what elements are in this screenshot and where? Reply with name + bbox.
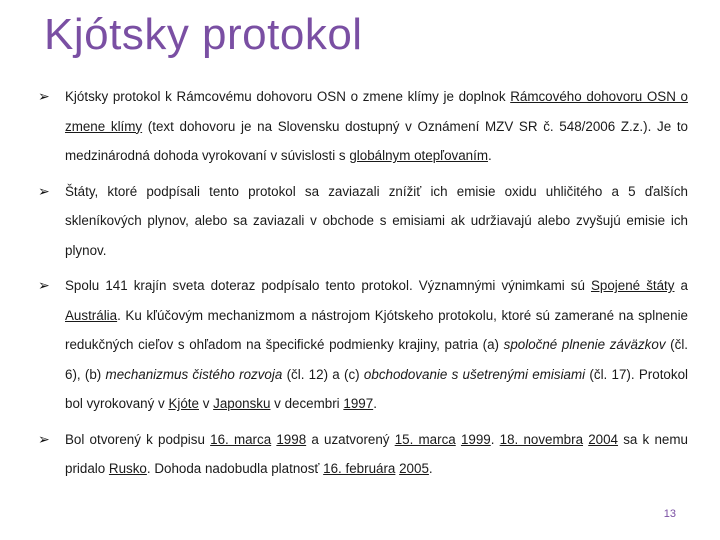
link[interactable]: 2005 — [399, 461, 429, 476]
text-run: (čl. 6), (b) — [65, 337, 689, 382]
text-run: Bol otvorený k podpisu — [65, 431, 211, 447]
link[interactable]: Austrália — [65, 307, 118, 323]
link[interactable]: Rámcového dohovoru OSN o zmene klímy — [65, 89, 688, 134]
text-run: . Dohoda nadobudla platnosť — [146, 461, 324, 476]
arrowhead-bullet-icon: ➢ — [38, 430, 50, 447]
bullet-item — [38, 82, 688, 171]
text-run: . Ku kľúčovým mechanizmom a nástrojom Kjótskeho protokolu, ktoré sú zamerané na splnenie redukčných cieľov s ohľadom na špecifické podmienky krajiny, patria (a) — [65, 307, 688, 352]
text-run: Spolu 141 krajín sveta doteraz podpísalo tento protokol. Významnými výnimkami sú — [65, 278, 591, 293]
emphasis-text: spoločné plnenie záväzkov — [503, 337, 666, 352]
link[interactable]: 1997 — [343, 396, 374, 411]
arrowhead-bullet-icon: ➢ — [38, 88, 50, 104]
bullet-item — [38, 177, 688, 266]
link[interactable]: 1998 — [276, 431, 307, 447]
emphasis-text: obchodovanie s ušetrenými emisiami — [363, 366, 586, 382]
arrowhead-bullet-icon: ➢ — [38, 277, 50, 293]
text-run: Štáty, ktoré podpísali tento protokol sa zaviazali znížiť ich emisie oxidu uhličitého a 5 ďalších skleníkových plynov, alebo sa zaviazali v obchode s emisiami ak udržiavajú alebo zvyšujú emisie ich plynov. — [65, 183, 688, 258]
text-run: . — [428, 461, 433, 476]
text-run: sa k nemu pridalo — [65, 431, 688, 476]
text-run: . — [373, 396, 377, 411]
text-run: . — [490, 431, 500, 447]
text-run: v — [198, 396, 214, 411]
link[interactable]: Spojené štáty — [590, 278, 675, 293]
link[interactable]: 16. marca — [210, 431, 272, 447]
emphasis-text: mechanizmus čistého rozvoja — [105, 366, 283, 382]
text-run: a uzatvorený — [306, 431, 395, 447]
page-number: 13 — [663, 508, 676, 520]
link[interactable]: 18. novembra — [499, 431, 584, 447]
text-run: (text dohovoru je na Slovensku dostupný v Oznámení MZV SR č. 548/2006 Z.z.). Je to medzinárodná dohoda vyrokovaní v súvislosti s — [65, 118, 688, 163]
link[interactable]: 16. februára — [323, 461, 396, 476]
arrowhead-bullet-icon: ➢ — [38, 182, 50, 199]
link[interactable]: Kjóte — [168, 396, 199, 411]
text-run: v decembri — [270, 396, 344, 411]
link[interactable]: Rusko — [108, 461, 147, 476]
link[interactable]: 2004 — [588, 431, 619, 447]
text-run: (čl. 12) a (c) — [282, 366, 364, 382]
bullet-text — [65, 271, 688, 419]
text-run: (čl. 17). Protokol bol vyrokovaný v — [65, 366, 688, 411]
bullet-text — [65, 82, 688, 171]
bullet-item — [38, 271, 688, 419]
bullet-text — [65, 425, 688, 484]
link[interactable]: globálnym otepľovaním — [349, 148, 488, 163]
slide-title: Kjótsky protokol — [44, 10, 363, 59]
link[interactable]: Japonsku — [213, 396, 271, 411]
bullet-list — [38, 82, 688, 490]
link[interactable]: 15. marca — [394, 431, 456, 447]
bullet-text — [65, 177, 688, 266]
text-run: a — [674, 278, 688, 293]
text-run: . — [487, 148, 492, 163]
link[interactable]: 1999 — [460, 431, 491, 447]
text-run: Kjótsky protokol k Rámcovému dohovoru OSN o zmene klímy je doplnok — [65, 89, 511, 104]
bullet-item — [38, 425, 688, 484]
